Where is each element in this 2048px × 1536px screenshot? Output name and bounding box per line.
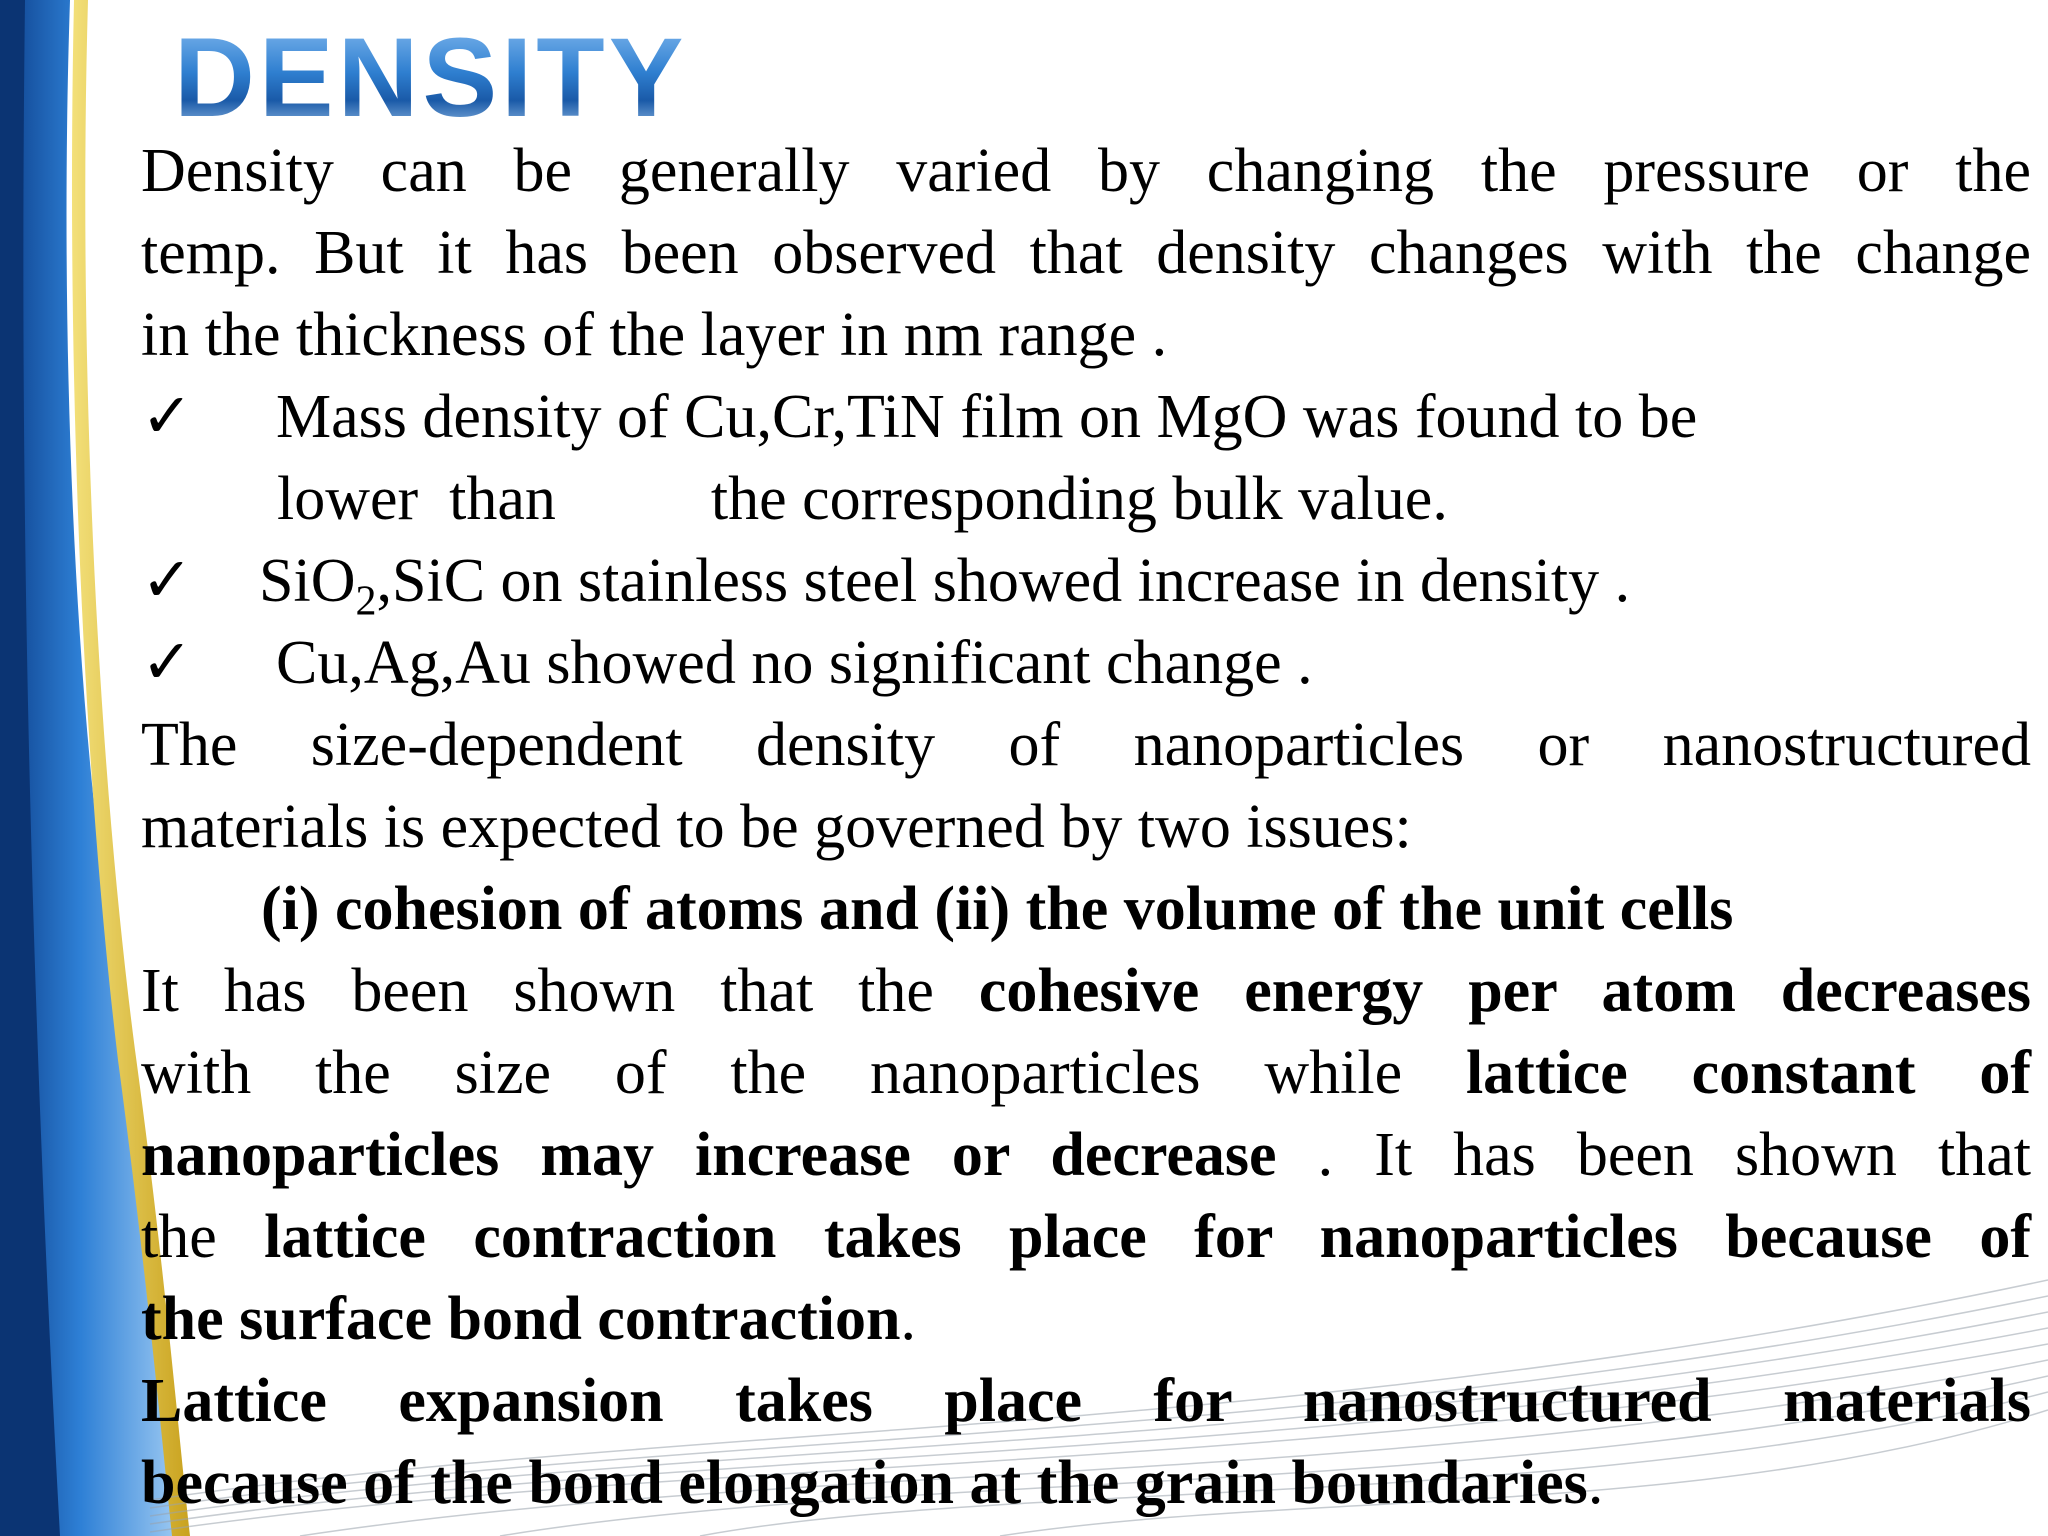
intro-line-2: temp. But it has been observed that density changes with the change	[141, 219, 2031, 287]
checkmark-icon: ✓	[141, 547, 193, 615]
cohesion-line-4	[141, 1196, 2031, 1278]
text: .	[1587, 1449, 1604, 1517]
expansion-line-1	[141, 1360, 2031, 1442]
bullet-text-post: ,SiC on stainless steel showed increase in density .	[376, 547, 1631, 615]
bullet-item-1-continuation	[141, 458, 2031, 540]
bold-text: Lattice expansion takes place for nanostructured materials	[141, 1367, 2031, 1435]
text: .	[900, 1285, 916, 1353]
text: . It has been shown that	[1276, 1121, 2031, 1189]
text: the	[141, 1203, 265, 1271]
checkmark-icon: ✓	[141, 629, 193, 697]
slide-body	[141, 130, 2031, 1524]
intro-line-1: Density can be generally varied by changing the pressure or the	[141, 137, 2031, 205]
bold-text: lattice contraction takes place for nanoparticles because of	[264, 1203, 2031, 1271]
subscript: 2	[355, 578, 377, 625]
cohesion-line-1	[141, 950, 2031, 1032]
bullet-text-pre: SiO	[259, 547, 356, 615]
bold-text: cohesive energy per atom decreases	[978, 957, 2031, 1025]
slide-title: DENSITY	[174, 15, 688, 140]
bold-text: lattice constant of	[1465, 1039, 2031, 1107]
expansion-line-2	[141, 1442, 2031, 1524]
intro-line-3: in the thickness of the layer in nm range .	[141, 301, 1168, 369]
issues-line-1: The size-dependent density of nanoparticles or nanostructured	[141, 711, 2031, 779]
bullet-text: lower than the corresponding bulk value.	[277, 465, 1448, 533]
cohesion-line-5	[141, 1278, 2031, 1360]
checkmark-icon: ✓	[141, 383, 193, 451]
bold-text: the surface bond contraction	[141, 1285, 901, 1353]
bullet-text: Cu,Ag,Au showed no significant change .	[276, 629, 1313, 697]
bullet-item-2	[141, 540, 2031, 625]
issues-line-2: materials is expected to be governed by two issues:	[141, 793, 1412, 861]
cohesion-line-2	[141, 1032, 2031, 1114]
bullet-item-1	[141, 376, 2031, 458]
cohesion-line-3	[141, 1114, 2031, 1196]
issues-list: (i) cohesion of atoms and (ii) the volume of the unit cells	[261, 875, 1734, 943]
bullet-item-3	[141, 622, 2031, 704]
bold-text: nanoparticles may increase or decrease	[141, 1121, 1277, 1189]
text: with the size of the nanoparticles while	[141, 1039, 1466, 1107]
bold-text: because of the bond elongation at the grain boundaries	[141, 1449, 1588, 1517]
bullet-text: Mass density of Cu,Cr,TiN film on MgO was found to be	[276, 383, 1698, 451]
text: It has been shown that the	[141, 957, 979, 1025]
